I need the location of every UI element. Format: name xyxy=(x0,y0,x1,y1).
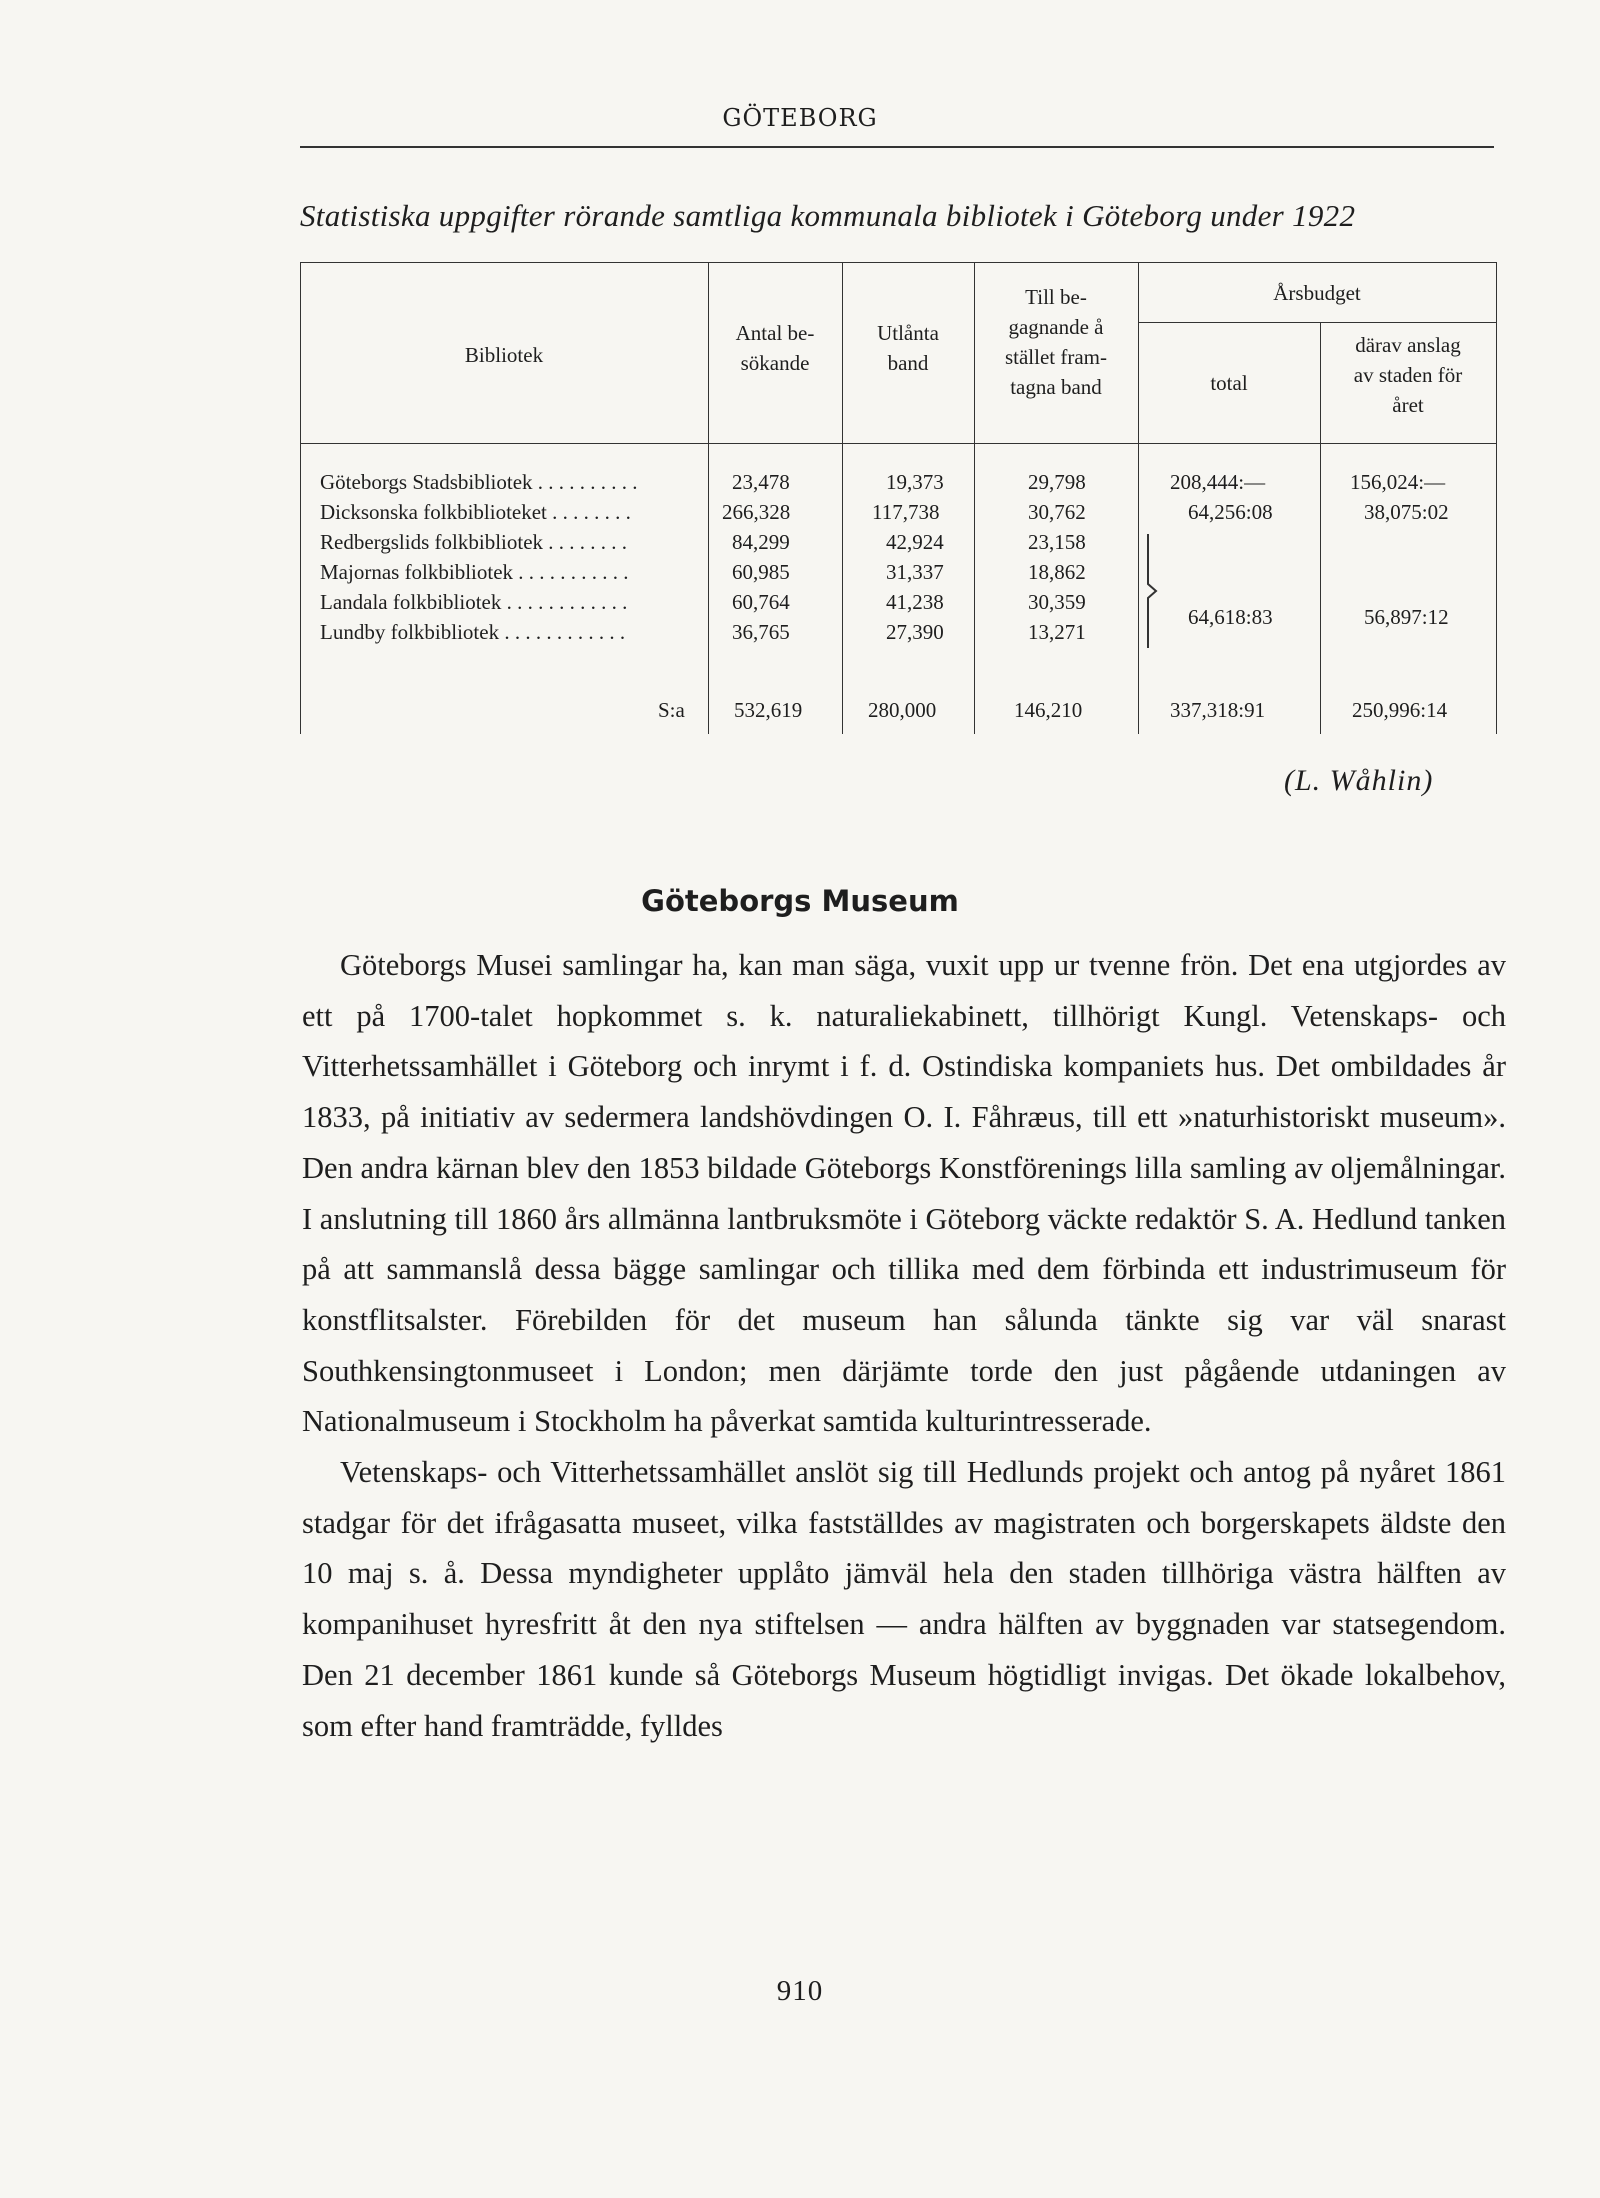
table-row xyxy=(300,500,1496,530)
library-name: Majornas folkbibliotek . . . . . . . . . . . xyxy=(320,560,629,584)
sum-row xyxy=(300,698,1496,728)
sum-utlanta: 280,000 xyxy=(868,698,937,722)
utlanta-value: 41,238 xyxy=(886,590,944,614)
sum-till: 146,210 xyxy=(1014,698,1083,722)
header-bottom-rule xyxy=(300,443,1496,444)
antal-value: 60,985 xyxy=(732,560,790,584)
arsbudget-rule xyxy=(1138,322,1496,323)
header-darav-line: året xyxy=(1392,393,1424,417)
antal-value: 84,299 xyxy=(732,530,790,554)
header-rule xyxy=(300,146,1494,148)
table-top-rule xyxy=(300,262,1496,263)
sum-antal: 532,619 xyxy=(734,698,803,722)
library-name: Dicksonska folkbiblioteket . . . . . . . . xyxy=(320,500,631,524)
utlanta-value: 27,390 xyxy=(886,620,944,644)
header-darav xyxy=(1320,330,1496,420)
till-value: 30,762 xyxy=(1028,500,1086,524)
header-utlanta-line: Utlånta xyxy=(877,321,939,345)
antal-value: 266,328 xyxy=(722,500,791,524)
header-antal xyxy=(708,318,842,378)
library-name: Landala folkbibliotek . . . . . . . . . . . . xyxy=(320,590,628,614)
darav-value: 156,024:— xyxy=(1350,470,1446,494)
library-name: Lundby folkbibliotek . . . . . . . . . . . . xyxy=(320,620,626,644)
sum-darav: 250,996:14 xyxy=(1352,698,1448,722)
header-arsbudget: Årsbudget xyxy=(1273,281,1361,305)
header-darav-line: därav anslag xyxy=(1355,333,1461,357)
library-name: Redbergslids folkbibliotek . . . . . . . . xyxy=(320,530,628,554)
group-total-value: 64,618:83 xyxy=(1188,605,1273,629)
library-name: Göteborgs Stadsbibliotek . . . . . . . . . . xyxy=(320,470,638,494)
utlanta-value: 42,924 xyxy=(886,530,944,554)
sum-label: S:a xyxy=(658,698,685,722)
section-title: Göteborgs Museum xyxy=(641,884,959,918)
header-till xyxy=(974,282,1138,402)
group-brace xyxy=(1144,532,1164,650)
antal-value: 60,764 xyxy=(732,590,790,614)
table-row xyxy=(300,470,1496,500)
till-value: 30,359 xyxy=(1028,590,1086,614)
header-antal-line: Antal be- xyxy=(735,321,815,345)
antal-value: 23,478 xyxy=(732,470,790,494)
body-text xyxy=(302,940,1506,1751)
till-value: 18,862 xyxy=(1028,560,1086,584)
header-utlanta-line: band xyxy=(887,351,929,375)
till-value: 23,158 xyxy=(1028,530,1086,554)
header-bibliotek: Bibliotek xyxy=(464,343,544,367)
running-head: GÖTEBORG xyxy=(722,104,878,132)
table-row xyxy=(300,620,1496,650)
till-value: 29,798 xyxy=(1028,470,1086,494)
total-value: 64,256:08 xyxy=(1188,500,1273,524)
table-caption: Statistiska uppgifter rörande samtliga kommunala bibliotek i Göteborg under 1922 xyxy=(300,198,1356,233)
paragraph: Vetenskaps- och Vitterhetssamhället anslöt sig till Hedlunds projekt och antog på nyåret 1861 stadgar för det ifrågasatta museet, vilka fastställdes av magistraten och borgerskapets äldste den 10 maj s. å. Dessa myndigheter upplåto jämväl hela den staden tillhöriga västra hälften av kompanihuset hyresfritt åt den nya stiftelsen — andra hälften av byggnaden var statsegendom. Den 21 december 1861 kunde så Göteborgs Museum högtidligt invigas. Det ökade lokalbehov, som efter hand framträdde, fylldes xyxy=(302,1455,1506,1743)
header-utlanta xyxy=(842,318,974,378)
utlanta-value: 117,738 xyxy=(872,500,940,524)
group-darav-value: 56,897:12 xyxy=(1364,605,1449,629)
library-statistics-table xyxy=(300,262,1500,734)
header-darav-line: av staden för xyxy=(1353,363,1463,387)
darav-value: 38,075:02 xyxy=(1364,500,1449,524)
table-row xyxy=(300,530,1496,560)
table-row xyxy=(300,590,1496,620)
header-antal-line: sökande xyxy=(740,351,810,375)
till-value: 13,271 xyxy=(1028,620,1086,644)
antal-value: 36,765 xyxy=(732,620,790,644)
table-attribution: (L. Wåhlin) xyxy=(1284,764,1434,797)
sum-total: 337,318:91 xyxy=(1170,698,1266,722)
header-till-line: gagnande å xyxy=(1008,315,1104,339)
col-rule xyxy=(1496,262,1497,734)
header-till-line: tagna band xyxy=(1010,375,1102,399)
utlanta-value: 19,373 xyxy=(886,470,944,494)
utlanta-value: 31,337 xyxy=(886,560,944,584)
paragraph: Göteborgs Musei samlingar ha, kan man säga, vuxit upp ur tvenne frön. Det ena utgjordes av ett på 1700-talet hopkommet s. k. naturaliekabinett, tillhörigt Kungl. Vetenskaps- och Vitterhetssamhället i Göteborg och inrymt i f. d. Ostindiska kompaniets hus. Det ombildades år 1833, på initiativ av sedermera landshövdingen O. I. Fåhræus, till ett »naturhistoriskt museum». Den andra kärnan blev den 1853 bildade Göteborgs Konstförenings lilla samling av oljemålningar. I anslutning till 1860 års allmänna lantbruksmöte i Göteborg väckte redaktör S. A. Hedlund tanken på att sammanslå dessa bägge samlingar och tillika med dem förbinda ett industrimuseum för konstflitsalster. Förebilden för det museum han sålunda tänkte sig var väl snarast Southkensingtonmuseet i London; men därjämte torde den just pågående utdaningen av Nationalmuseum i Stockholm ha påverkat samtida kulturintresserade. xyxy=(302,948,1506,1439)
table-row xyxy=(300,560,1496,590)
header-till-line: stället fram- xyxy=(1004,345,1108,369)
total-value: 208,444:— xyxy=(1170,470,1266,494)
header-till-line: Till be- xyxy=(1025,285,1087,309)
header-total: total xyxy=(1210,371,1248,395)
page-number: 910 xyxy=(776,1975,824,2007)
